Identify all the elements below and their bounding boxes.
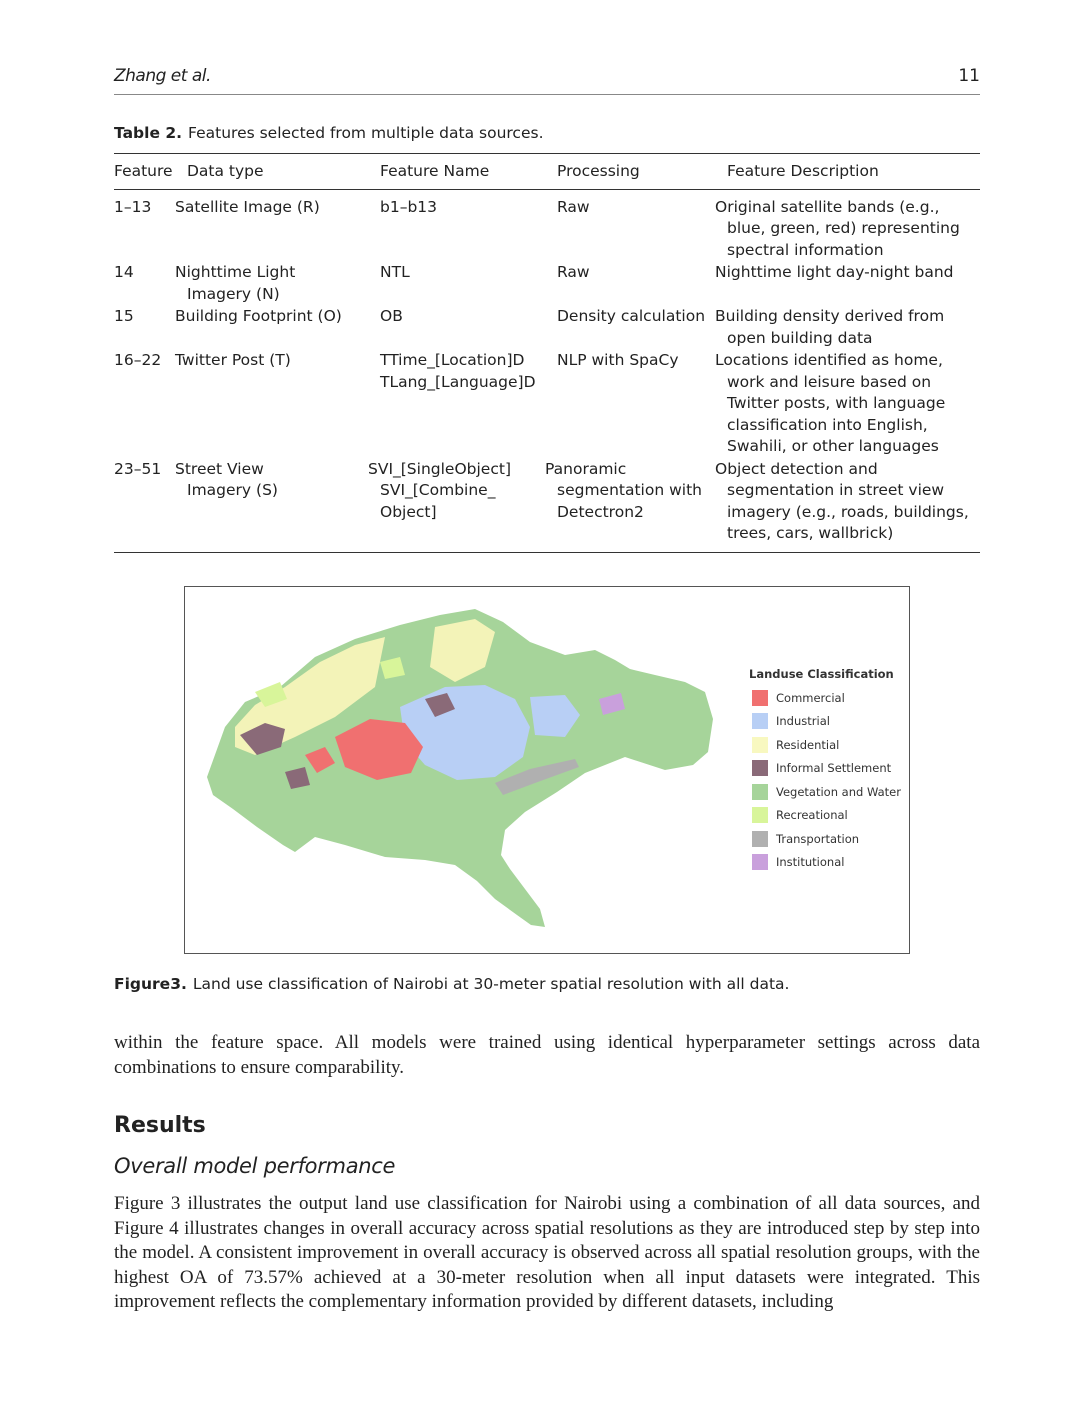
legend-item [749, 686, 901, 710]
body-paragraph: Figure 3 illustrates the output land use classification for Nairobi using a combination of all data sources, and Figure 4 illustrates changes in overall accuracy across spatial resolutions as they are introduced step by step into the model. A consistent improvement in overall accuracy is observed across all spatial resolution groups, with the highest OA of 73.57% achieved at a 30-meter resolution when all input datasets were integrated. This improvement reflects the complementary information provided by different datasets, including [114, 1193, 980, 1312]
processing-cell: Density calculation [557, 307, 706, 325]
feature-cell: 23–51 [114, 459, 162, 478]
legend-label: Recreational [776, 808, 848, 823]
figure-caption-text: Land use classification of Nairobi at 30-meter spatial resolution with all data. [192, 975, 790, 993]
data-type-cell: Twitter Post (T) [175, 351, 291, 369]
legend-item [749, 733, 901, 757]
feature-name-cell: TTime_[Location]D TLang_[Language]D [380, 351, 536, 391]
description-cell: Locations identified as home, work and leisure based on Twitter posts, with language classification into English, Swahili, or other languages [715, 351, 946, 455]
column-header: Feature Name [380, 162, 490, 180]
description-cell: Original satellite bands (e.g., blue, green, red) representing spectral information [715, 197, 960, 259]
features-table [114, 153, 980, 553]
table-label: Table 2. [114, 124, 183, 142]
legend-item [749, 710, 901, 734]
legend-title: Landuse Classification [749, 667, 894, 681]
legend-swatch [752, 807, 768, 823]
column-header: Feature [114, 162, 173, 180]
legend-label: Industrial [776, 714, 830, 729]
table-caption-text: Features selected from multiple data sources. [188, 124, 544, 142]
legend-label: Institutional [776, 855, 845, 870]
data-type-cell: Building Footprint (O) [175, 307, 342, 325]
feature-cell: 15 [114, 307, 134, 325]
feature-name-cell: SVI_[SingleObject] SVI_[Combine_ Object] [368, 459, 511, 521]
map-legend [749, 667, 901, 874]
page-number: 11 [958, 66, 980, 86]
legend-item [749, 851, 901, 875]
table-row [114, 189, 980, 262]
processing-cell: Raw [557, 263, 590, 281]
legend-item [749, 827, 901, 851]
legend-swatch [752, 737, 768, 753]
figure-caption [114, 975, 789, 993]
legend-swatch [752, 760, 768, 776]
table-row [114, 459, 980, 553]
running-header [114, 66, 980, 95]
feature-name-cell: NTL [380, 263, 410, 281]
feature-cell: 1–13 [114, 197, 152, 216]
data-type-cell: Nighttime Light Imagery (N) [175, 263, 296, 303]
feature-name-cell: OB [380, 307, 403, 325]
column-header: Processing [557, 162, 640, 180]
author-running-head: Zhang et al. [114, 66, 211, 86]
data-type-cell: Street View Imagery (S) [175, 459, 278, 499]
legend-label: Informal Settlement [776, 761, 892, 776]
section-heading: Results [114, 1113, 206, 1138]
legend-label: Vegetation and Water [776, 784, 901, 799]
feature-name-cell: b1–b13 [380, 197, 438, 216]
processing-cell: Raw [557, 197, 590, 216]
legend-item [749, 757, 901, 781]
table-row [114, 350, 980, 459]
feature-cell: 14 [114, 263, 134, 281]
body-paragraph: within the feature space. All models were trained using identical hyperparameter settings across data combinations to ensure comparability. [114, 1032, 980, 1078]
description-cell: Nighttime light day-night band [715, 263, 954, 281]
legend-label: Commercial [776, 690, 845, 705]
table-caption [114, 124, 544, 142]
legend-swatch [752, 831, 768, 847]
processing-cell: NLP with SpaCy [557, 351, 679, 369]
table-row [114, 306, 980, 350]
figure-label: Figure3. [114, 975, 187, 993]
legend-item [749, 780, 901, 804]
processing-cell: Panoramic segmentation with Detectron2 [545, 459, 702, 521]
column-header: Feature Description [727, 162, 879, 180]
legend-label: Residential [776, 737, 840, 752]
legend-swatch [752, 784, 768, 800]
data-type-cell: Satellite Image (R) [175, 197, 320, 216]
table-row [114, 262, 980, 306]
legend-swatch [752, 690, 768, 706]
land-use-map-figure [184, 586, 910, 954]
feature-cell: 16–22 [114, 351, 162, 369]
legend-label: Transportation [776, 831, 860, 846]
description-cell: Building density derived from open building data [715, 307, 945, 347]
column-header: Data type [187, 162, 264, 180]
legend-item [749, 804, 901, 828]
subsection-heading: Overall model performance [114, 1154, 396, 1178]
table-header-row [114, 154, 980, 190]
legend-swatch [752, 713, 768, 729]
description-cell: Object detection and segmentation in street view imagery (e.g., roads, buildings, trees, cars, wallbrick) [715, 459, 969, 542]
legend-swatch [752, 854, 768, 870]
